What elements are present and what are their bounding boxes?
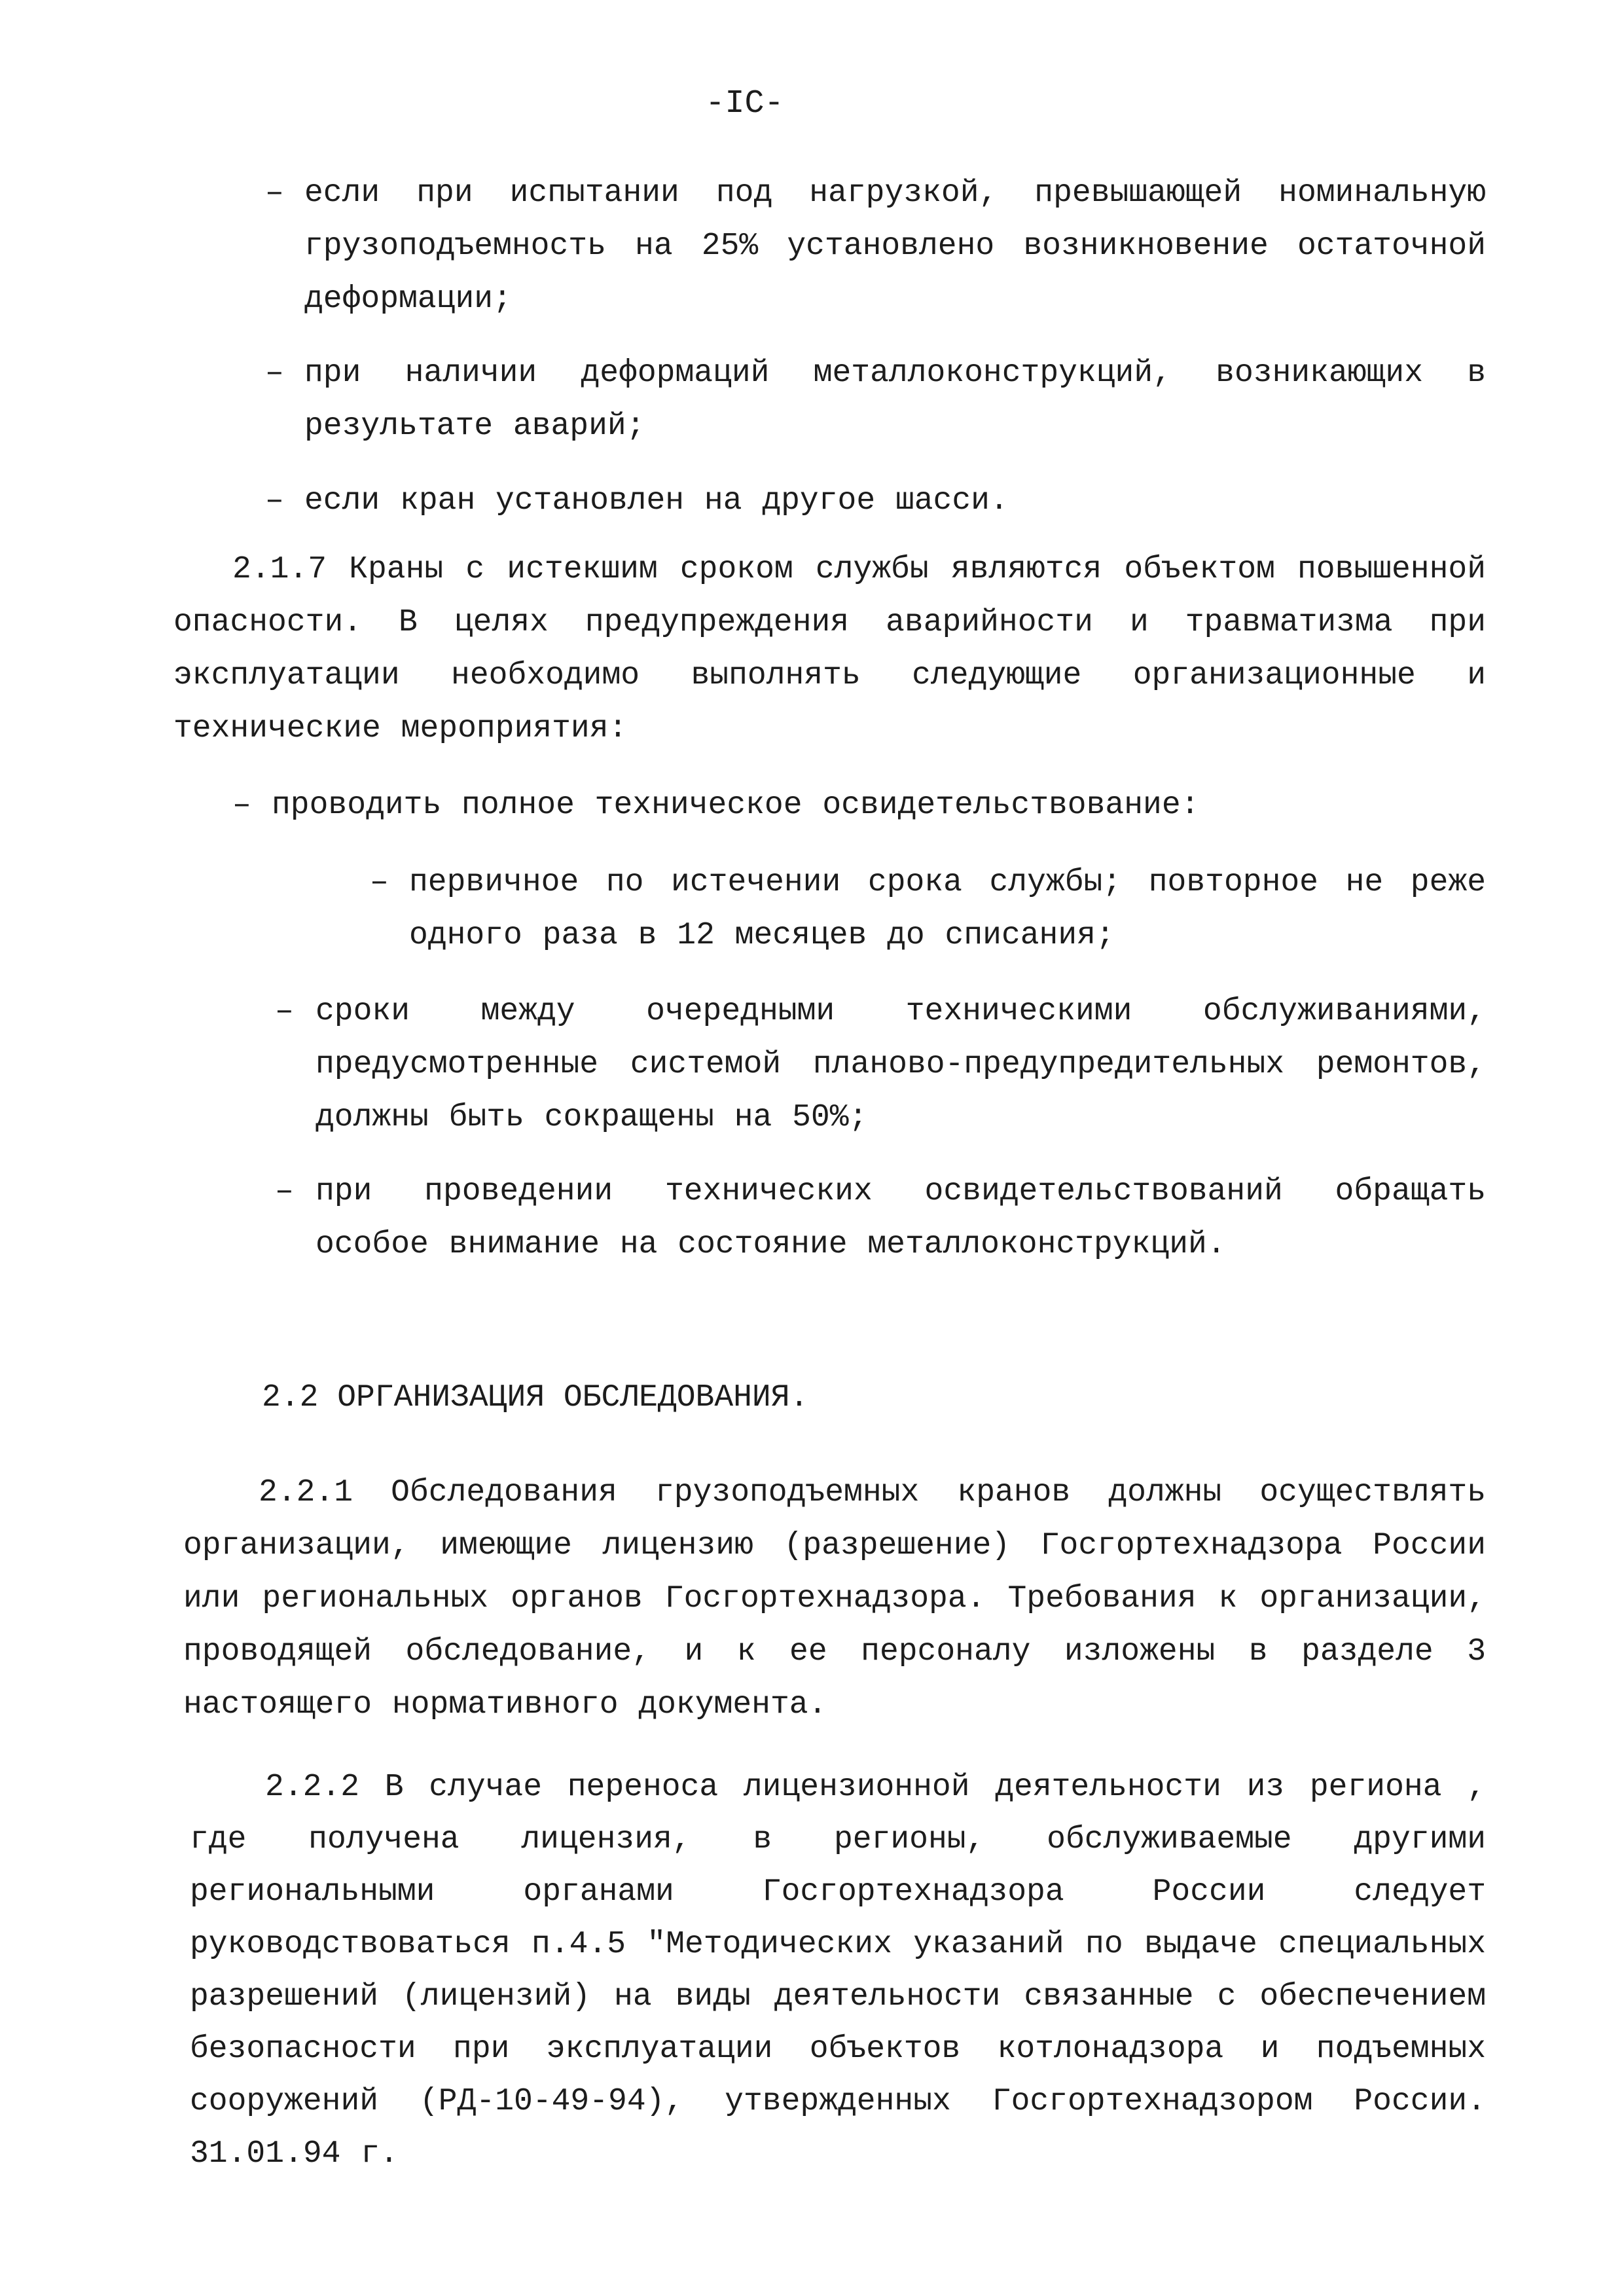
dash-marker: –: [275, 1174, 294, 1209]
dash-marker: –: [265, 483, 284, 519]
dash-marker: –: [370, 865, 389, 900]
list-item: [275, 985, 1486, 1144]
dash-marker: –: [275, 994, 294, 1029]
paragraph-2-2-2: 2.2.2 В случае переноса лицензионной деятельности из региона , где получена лицензия, в регионы, обслуживаемые другими региональными органами Госгортехнадзора России следует руководствоваться п.4.5 "Методических указаний по выдаче специальных разрешений (лицензий) на виды деятельности связанные с обеспечением безопасности при эксплуатации объектов котлонадзора и подъемных сооружений (РД-10-49-94), утвержденных Госгортехнадзором России. 31.01.94 г.: [190, 1770, 1486, 2172]
list-item-text: если кран установлен на другое шасси.: [304, 483, 1009, 519]
list-item: [275, 1165, 1486, 1271]
section-heading: 2.2 ОРГАНИЗАЦИЯ ОБСЛЕДОВАНИЯ.: [262, 1380, 809, 1415]
list-item-text: при наличии деформаций металлоконструкций, возникающих в результате аварий;: [304, 355, 1486, 444]
list-item-text: при проведении технических освидетельствований обращать особое внимание на состояние металлоконструкций.: [316, 1174, 1486, 1262]
list-item: [265, 347, 1486, 453]
page-number: -IC-: [705, 85, 784, 122]
list-item-text: сроки между очередными техническими обслуживаниями, предусмотренные системой планово-предупредительных ремонтов, должны быть сокращены на 50%;: [316, 994, 1486, 1135]
paragraph-2-2-1: 2.2.1 Обследования грузоподъемных кранов должны осуществлять организации, имеющие лицензию (разрешение) Госгортехнадзора России или региональных органов Госгортехнадзора. Требования к организации, проводящей обследование, и к ее персоналу изложены в разделе 3 настоящего нормативного документа.: [183, 1475, 1486, 1722]
list-item: [370, 856, 1486, 962]
list-item-text: проводить полное техническое освидетельствование:: [272, 788, 1200, 823]
dash-marker: –: [265, 175, 284, 211]
paragraph-2-1-7: 2.1.7 Краны с истекшим сроком службы являются объектом повышенной опасности. В целях предупреждения аварийности и травматизма при эксплуатации необходимо выполнять следующие организационные и технические мероприятия:: [173, 552, 1486, 746]
list-item: [232, 779, 1486, 832]
list-item-text: первичное по истечении срока службы; повторное не реже одного раза в 12 месяцев до списания;: [409, 865, 1486, 953]
list-item: [265, 167, 1486, 326]
list-item-text: если при испытании под нагрузкой, превышающей номинальную грузоподъемность на 25% установлено возникновение остаточной деформации;: [304, 175, 1486, 317]
dash-marker: –: [232, 788, 251, 823]
list-item: [265, 475, 1486, 528]
dash-marker: –: [265, 355, 284, 391]
